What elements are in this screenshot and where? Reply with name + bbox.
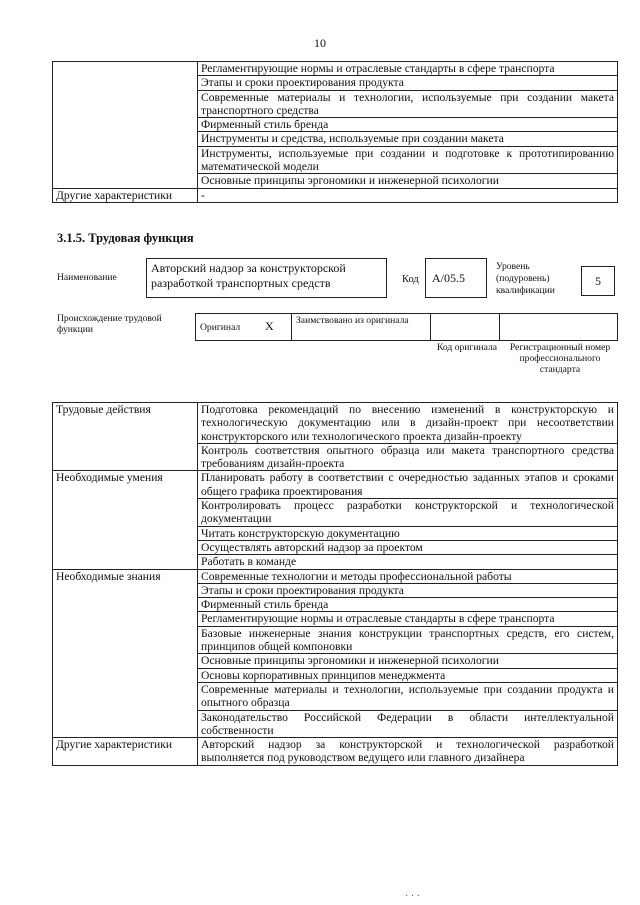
page-number: 10 bbox=[314, 36, 326, 50]
row-item-text: Контролировать процесс разработки конструкторской и технологической документации bbox=[198, 499, 618, 527]
row-item-text: Основные принципы эргономики и инженерной психологии bbox=[198, 654, 618, 668]
row-item-text: Современные материалы и технологии, используемые при создании продукта и опытного образца bbox=[198, 682, 618, 710]
section-heading bbox=[57, 231, 194, 246]
original-mark: X bbox=[265, 319, 274, 333]
row-category-label: Трудовые действия bbox=[53, 403, 198, 471]
code-label: Код bbox=[402, 274, 419, 285]
row-category-label: Другие характеристики bbox=[53, 738, 198, 766]
row-item-text: Регламентирующие нормы и отраслевые стандарты в сфере транспорта bbox=[198, 612, 618, 626]
table-row bbox=[53, 471, 618, 499]
row-item-text: Фирменный стиль бренда bbox=[198, 598, 618, 612]
table-row bbox=[53, 62, 618, 76]
origin-grid bbox=[195, 313, 618, 341]
level-value: 5 bbox=[581, 266, 615, 296]
original-label: Оригинал bbox=[200, 322, 241, 333]
row-category-label: Необходимые знания bbox=[53, 569, 198, 738]
row-item-text: Современные материалы и технологии, используемые при создании макета транспортного средства bbox=[198, 90, 618, 118]
row-item-text: Инструменты и средства, используемые при создании макета bbox=[198, 132, 618, 146]
table-row bbox=[53, 403, 618, 444]
row-item-text: Этапы и сроки проектирования продукта bbox=[198, 583, 618, 597]
row-item-text: Инструменты, используемые при создании и подготовке к прототипированию математической модели bbox=[198, 146, 618, 174]
row-item-text: Подготовка рекомендаций по внесению изменений в конструкторскую и технологическую документацию или в дизайн-проект при несоответствии конструкторского или технологического проекта дизайн-проекту bbox=[198, 403, 618, 444]
row-item-text: Осуществлять авторский надзор за проектом bbox=[198, 540, 618, 554]
section-number: 3.1.5. bbox=[57, 231, 86, 245]
row-item-text: Базовые инженерные знания конструкции транспортных средств, его систем, принципов общей компоновки bbox=[198, 626, 618, 654]
row-item-text: Регламентирующие нормы и отраслевые стандарты в сфере транспорта bbox=[198, 62, 618, 76]
row-category-label: Другие характеристики bbox=[53, 188, 198, 202]
knowledge-continuation-table bbox=[52, 61, 618, 203]
row-item-text: Читать конструкторскую документацию bbox=[198, 526, 618, 540]
code-original-caption: Код оригинала bbox=[436, 342, 498, 353]
borrowed-label: Заимствовано из оригинала bbox=[296, 315, 409, 326]
row-item-text: Фирменный стиль бренда bbox=[198, 118, 618, 132]
row-item-text: Работать в команде bbox=[198, 555, 618, 569]
row-item-text: Этапы и сроки проектирования продукта bbox=[198, 76, 618, 90]
reg-number-caption: Регистрационный номер профессионального стандарта bbox=[509, 342, 611, 375]
row-item-text: Контроль соответствия опытного образца или макета транспортного средства требованиям дизайн-проекта bbox=[198, 443, 618, 471]
row-item-text: Планировать работу в соответствии с очередностью заданных этапов и сроками общего графика проектирования bbox=[198, 471, 618, 499]
level-label: Уровень (подуровень) квалификации bbox=[496, 261, 555, 296]
row-category-label: Необходимые умения bbox=[53, 471, 198, 569]
origin-label: Происхождение трудовой функции bbox=[57, 313, 162, 335]
name-label: Наименование bbox=[57, 272, 117, 283]
function-name: Авторский надзор за конструкторской разработкой транспортных средств bbox=[146, 258, 387, 298]
row-item-text: Современные технологии и методы профессиональной работы bbox=[198, 569, 618, 583]
table-row bbox=[53, 569, 618, 583]
labor-function-table bbox=[52, 402, 618, 766]
row-item-text: Основы корпоративных принципов менеджмента bbox=[198, 668, 618, 682]
row-category-label bbox=[53, 62, 198, 189]
row-item-text: Авторский надзор за конструкторской и технологической разработкой выполняется под руководством ведущего или главного дизайнера bbox=[198, 738, 618, 766]
row-item-text: Законодательство Российской Федерации в области интеллектуальной собственности bbox=[198, 710, 618, 738]
row-item-text: Основные принципы эргономики и инженерной психологии bbox=[198, 174, 618, 188]
table-row bbox=[53, 188, 618, 202]
table-row bbox=[53, 738, 618, 766]
row-item-text: - bbox=[198, 188, 618, 202]
function-code: A/05.5 bbox=[425, 258, 487, 298]
section-title: Трудовая функция bbox=[88, 231, 194, 245]
